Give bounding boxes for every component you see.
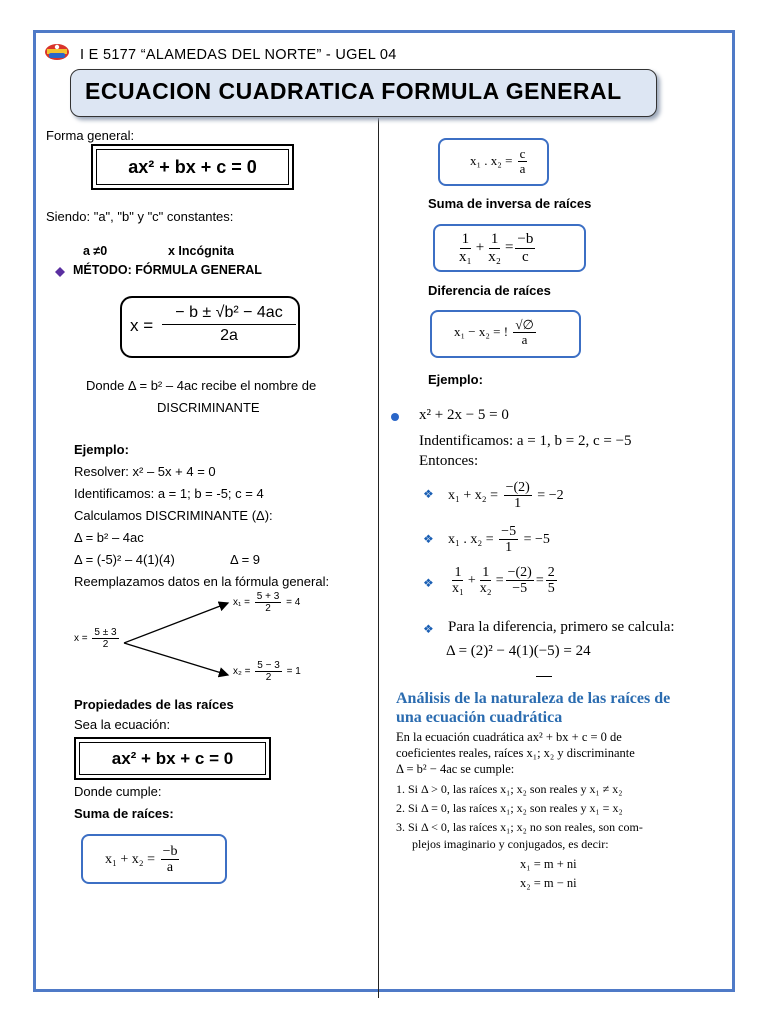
ex3-d2: x₂ bbox=[479, 581, 492, 597]
producto-box bbox=[438, 138, 549, 186]
suma-formula bbox=[105, 844, 181, 876]
example-difference-intro: Para la diferencia, primero se calcula: bbox=[448, 619, 675, 635]
diferencia-formula bbox=[454, 318, 538, 348]
general-equation-2: ax² + bx + c = 0 bbox=[111, 749, 234, 768]
suma-den: a bbox=[166, 860, 174, 876]
ex1-num: −(2) bbox=[505, 480, 530, 495]
donde-cumple: Donde cumple: bbox=[74, 784, 162, 799]
example-ident: Indentificamos: a = 1, b = 2, c = −5 bbox=[419, 433, 632, 449]
complex-x2: x₂ = m − ni bbox=[520, 876, 577, 890]
producto-den: a bbox=[519, 161, 526, 177]
round-bullet-icon bbox=[391, 413, 399, 421]
siendo-text: Siendo: "a", "b" y "c" constantes: bbox=[46, 209, 234, 224]
inv-n1: 1 bbox=[461, 231, 470, 247]
diamond-bullet-icon: ❖ bbox=[423, 576, 434, 590]
producto-formula bbox=[470, 147, 529, 177]
propiedades-heading: Propiedades de las raíces bbox=[74, 697, 234, 712]
delta-result: Δ = 9 bbox=[230, 552, 261, 567]
step-2: Identificamos: a = 1; b = -5; c = 4 bbox=[74, 486, 264, 501]
analisis-p2: coeficientes reales, raíces x₁; x₂ y discriminante bbox=[396, 746, 635, 760]
formula-denominator: 2a bbox=[220, 327, 238, 344]
diferencia-heading: Diferencia de raíces bbox=[428, 283, 551, 298]
general-equation: ax² + bx + c = 0 bbox=[128, 157, 257, 177]
step-4: Δ = b² – 4ac bbox=[74, 530, 144, 545]
dif-den: a bbox=[521, 332, 528, 348]
page-title: ECUACION CUADRATICA FORMULA GENERAL bbox=[85, 78, 622, 104]
inv-n2: 1 bbox=[490, 231, 499, 247]
analisis-item-3: 3. Si Δ < 0, las raíces x₁; x₂ no son reales, son com- bbox=[396, 820, 643, 834]
metodo-heading: MÉTODO: FÓRMULA GENERAL bbox=[73, 263, 262, 277]
complex-x1: x₁ = m + ni bbox=[520, 857, 577, 871]
tree-x1 bbox=[233, 591, 300, 614]
school-logo-icon bbox=[44, 42, 70, 62]
tree-x1-val: = 4 bbox=[286, 597, 301, 609]
ex1-den: 1 bbox=[514, 496, 522, 512]
tree-x-lhs: x = bbox=[74, 633, 88, 645]
inv-eqden: c bbox=[522, 248, 529, 265]
ex3-d1: x₁ bbox=[452, 581, 464, 597]
ejemplo-left: Ejemplo: bbox=[74, 442, 129, 457]
ex3-n2: 1 bbox=[482, 565, 490, 580]
a-not-zero: a ≠0 bbox=[83, 244, 108, 258]
ex1-lhs: x₁ + x₂ = bbox=[448, 488, 499, 504]
forma-general-label: Forma general: bbox=[46, 128, 135, 143]
analisis-title-2: una ecuación cuadrática bbox=[396, 709, 563, 726]
dif-num: √∅ bbox=[515, 317, 534, 332]
step-1: Resolver: x² – 5x + 4 = 0 bbox=[74, 464, 216, 479]
solution-tree-arrows bbox=[120, 595, 240, 685]
suma-raices-label: Suma de raíces: bbox=[74, 806, 174, 821]
analisis-item-1: 1. Si Δ > 0, las raíces x₁; x₂ son reales y x₁ ≠ x₂ bbox=[396, 782, 623, 796]
inversa-formula: $\frac{1}{\text{x₁}}$ + $\frac{1}{\text{x₂}}$ = $\frac{-b}{c}$ bbox=[459, 231, 534, 265]
x-incognita: x Incógnita bbox=[168, 244, 234, 258]
analisis-p1: En la ecuación cuadrática ax² + bx + c = 0 de bbox=[396, 730, 622, 744]
ex2-den: 1 bbox=[505, 540, 513, 556]
donde-line1: Donde Δ = b² – 4ac recibe el nombre de bbox=[86, 378, 317, 393]
reemplazamos-text: Reemplazamos datos en la fórmula general: bbox=[74, 574, 330, 589]
diferencia-box bbox=[430, 310, 581, 358]
analisis-title-1: Análisis de la naturaleza de las raíces de bbox=[396, 690, 671, 707]
analisis-p3: Δ = b² − 4ac se cumple: bbox=[396, 762, 515, 776]
tree-x2-lhs: x₂ = bbox=[233, 666, 251, 678]
ex3-n4: 2 bbox=[547, 565, 555, 580]
analisis-item-3-cont: plejos imaginario y conjugados, es decir: bbox=[412, 837, 609, 851]
inv-d2: x₂ bbox=[488, 248, 501, 265]
example-entonces: Entonces: bbox=[419, 453, 479, 469]
inv-eqnum: −b bbox=[517, 231, 534, 247]
ex3-n3: −(2) bbox=[507, 565, 532, 580]
diamond-bullet-icon: ❖ bbox=[423, 487, 434, 501]
tree-x1-lhs: x₁ = bbox=[233, 597, 250, 609]
ejemplo-right: Ejemplo: bbox=[428, 372, 483, 387]
ex2-val: = −5 bbox=[523, 532, 550, 548]
quadratic-formula-box bbox=[120, 296, 300, 358]
formula-lhs: x = bbox=[130, 316, 154, 335]
tree-x-den: 2 bbox=[102, 639, 109, 650]
tree-x1-den: 2 bbox=[265, 603, 271, 614]
title-box bbox=[70, 69, 657, 117]
general-equation-box-2 bbox=[74, 737, 271, 780]
diamond-bullet-icon: ❖ bbox=[423, 532, 434, 546]
tree-x1-num: 5 + 3 bbox=[256, 591, 280, 602]
tree-x2-den: 2 bbox=[265, 672, 272, 683]
suma-lhs: x₁ + x₂ = bbox=[105, 852, 156, 868]
diamond-bullet-icon bbox=[55, 264, 65, 274]
suma-num: −b bbox=[162, 844, 178, 859]
ex3-d3: −5 bbox=[512, 581, 528, 597]
donde-line2: DISCRIMINANTE bbox=[157, 400, 260, 415]
analisis-item-2: 2. Si Δ = 0, las raíces x₁; x₂ son reales y x₁ = x₂ bbox=[396, 801, 623, 815]
example-product bbox=[448, 524, 550, 556]
inversa-box bbox=[433, 224, 586, 272]
general-equation-box bbox=[91, 144, 294, 190]
sqrt-fragment bbox=[536, 676, 552, 679]
example-equation: x² + 2x − 5 = 0 bbox=[419, 407, 509, 423]
diamond-bullet-icon: ❖ bbox=[423, 622, 434, 636]
example-delta: Δ = (2)² − 4(1)(−5) = 24 bbox=[446, 643, 591, 659]
school-header: I E 5177 “ALAMEDAS DEL NORTE” - UGEL 04 bbox=[80, 47, 397, 63]
formula-numerator: − b ± √b² − 4ac bbox=[162, 304, 296, 325]
tree-x2-val: = 1 bbox=[286, 666, 301, 678]
suma-raices-box bbox=[81, 834, 227, 884]
ex1-val: = −2 bbox=[537, 488, 564, 504]
tree-x-num: 5 ± 3 bbox=[94, 627, 117, 638]
example-sum bbox=[448, 480, 564, 512]
inversa-heading: Suma de inversa de raíces bbox=[428, 196, 592, 211]
producto-num: c bbox=[519, 146, 526, 161]
delta-calc: Δ = (-5)² – 4(1)(4) bbox=[74, 552, 175, 567]
ex3-n1: 1 bbox=[454, 565, 462, 580]
tree-root bbox=[74, 627, 121, 650]
tree-x2-num: 5 − 3 bbox=[257, 660, 280, 671]
dif-lhs: x₁ − x₂ = ! bbox=[454, 323, 509, 339]
sea-ecuacion: Sea la ecuación: bbox=[74, 717, 171, 732]
step-3: Calculamos DISCRIMINANTE (Δ): bbox=[74, 508, 273, 523]
example-inverse: $\frac{1}{\text{x₁}}$ + $\frac{1}{\text{x₂}}$ = $\frac{-(2)}{-5}$ = $\frac{2}{5}$ bbox=[452, 565, 555, 597]
ex2-num: −5 bbox=[501, 524, 517, 539]
column-divider bbox=[378, 118, 379, 998]
tree-x2 bbox=[233, 660, 301, 683]
ex3-d4: 5 bbox=[547, 581, 555, 597]
formula-fraction bbox=[162, 304, 296, 345]
producto-lhs: x₁ . x₂ = bbox=[470, 152, 513, 168]
ex2-lhs: x₁ . x₂ = bbox=[448, 532, 494, 548]
inv-d1: x₁ bbox=[459, 248, 472, 265]
